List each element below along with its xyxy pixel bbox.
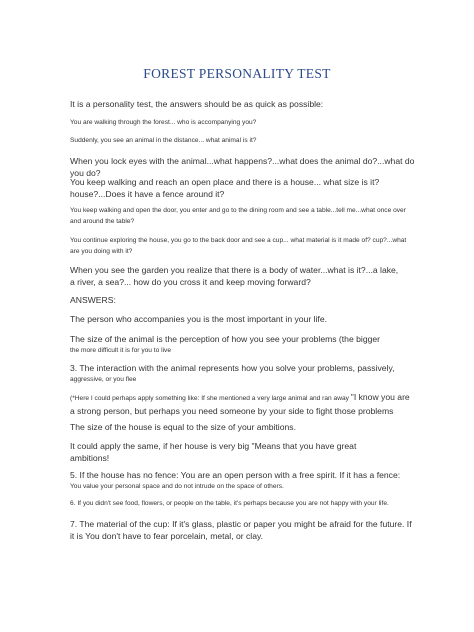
answer-1: The person who accompanies you is the most important in your life.: [70, 314, 327, 324]
answer-5-line-1: 5. If the house has no fence: You are an open person with a free spirit. If it has a fence:: [70, 470, 401, 480]
question-6: You continue exploring the house, you go to the back door and see a cup... what material is it made of? cup?...what are you doing with it?: [70, 237, 407, 255]
answer-3-note-large: "I know you are: [350, 392, 410, 402]
answer-3-note-line-1: [70, 391, 415, 405]
page-title: FOREST PERSONALITY TEST: [143, 66, 331, 81]
answer-4: The size of the house is equal to the size of your ambitions.: [70, 422, 296, 432]
answer-2: [70, 333, 415, 356]
answers-heading: ANSWERS:: [70, 295, 116, 305]
answer-3-note-line-2: a strong person, but perhaps you need someone by your side to fight those problems: [70, 406, 394, 416]
question-5: You keep walking and open the door, you enter and go to the dining room and see a table...tell me...what once over and around the table?: [70, 207, 406, 225]
question-3: When you lock eyes with the animal...what happens?...what does the animal do?...what do you do?: [70, 156, 415, 178]
question-1: You are walking through the forest... who is accompanying you?: [70, 119, 257, 126]
question-2: Suddenly, you see an animal in the distance... what animal is it?: [70, 137, 257, 144]
question-4: You keep walking and reach an open place and there is a house... what size is it? house?...Does it have a fence around it?: [70, 177, 380, 199]
answer-3-line-2: aggressive, or you flee: [70, 376, 137, 383]
answer-2-line-2: the more difficult it is for you to live: [70, 347, 172, 354]
answer-5: [70, 469, 415, 492]
answer-5-line-2: You value your personal space and do not intrude on the space of others.: [70, 483, 284, 490]
answer-3-line-1: 3. The interaction with the animal represents how you solve your problems, passively,: [70, 363, 395, 373]
answer-2-line-1: The size of the animal is the perception of how you see your problems (the bigger: [70, 334, 381, 344]
answer-6: 6. If you didn't see food, flowers, or people on the table, it's perhaps because you are not happy with your life.: [70, 500, 389, 507]
answer-3-note-small: (*Here I could perhaps apply something like: If she mentioned a very large animal and ran away: [70, 395, 351, 402]
answer-3: [70, 362, 415, 385]
answer-7: 7. The material of the cup: If it's glass, plastic or paper you might be afraid for the future. If it is You don't have to fear porcelain, metal, or clay.: [70, 519, 412, 541]
answer-4-note: It could apply the same, if her house is very big "Means that you have great ambitions!: [70, 441, 357, 463]
answer-3-note: [70, 391, 415, 417]
intro-text: It is a personality test, the answers should be as quick as possible:: [70, 99, 324, 109]
question-7: When you see the garden you realize that there is a body of water...what is it?...a lake, a river, a sea?... how do you cross it and keep moving forward?: [70, 265, 399, 287]
